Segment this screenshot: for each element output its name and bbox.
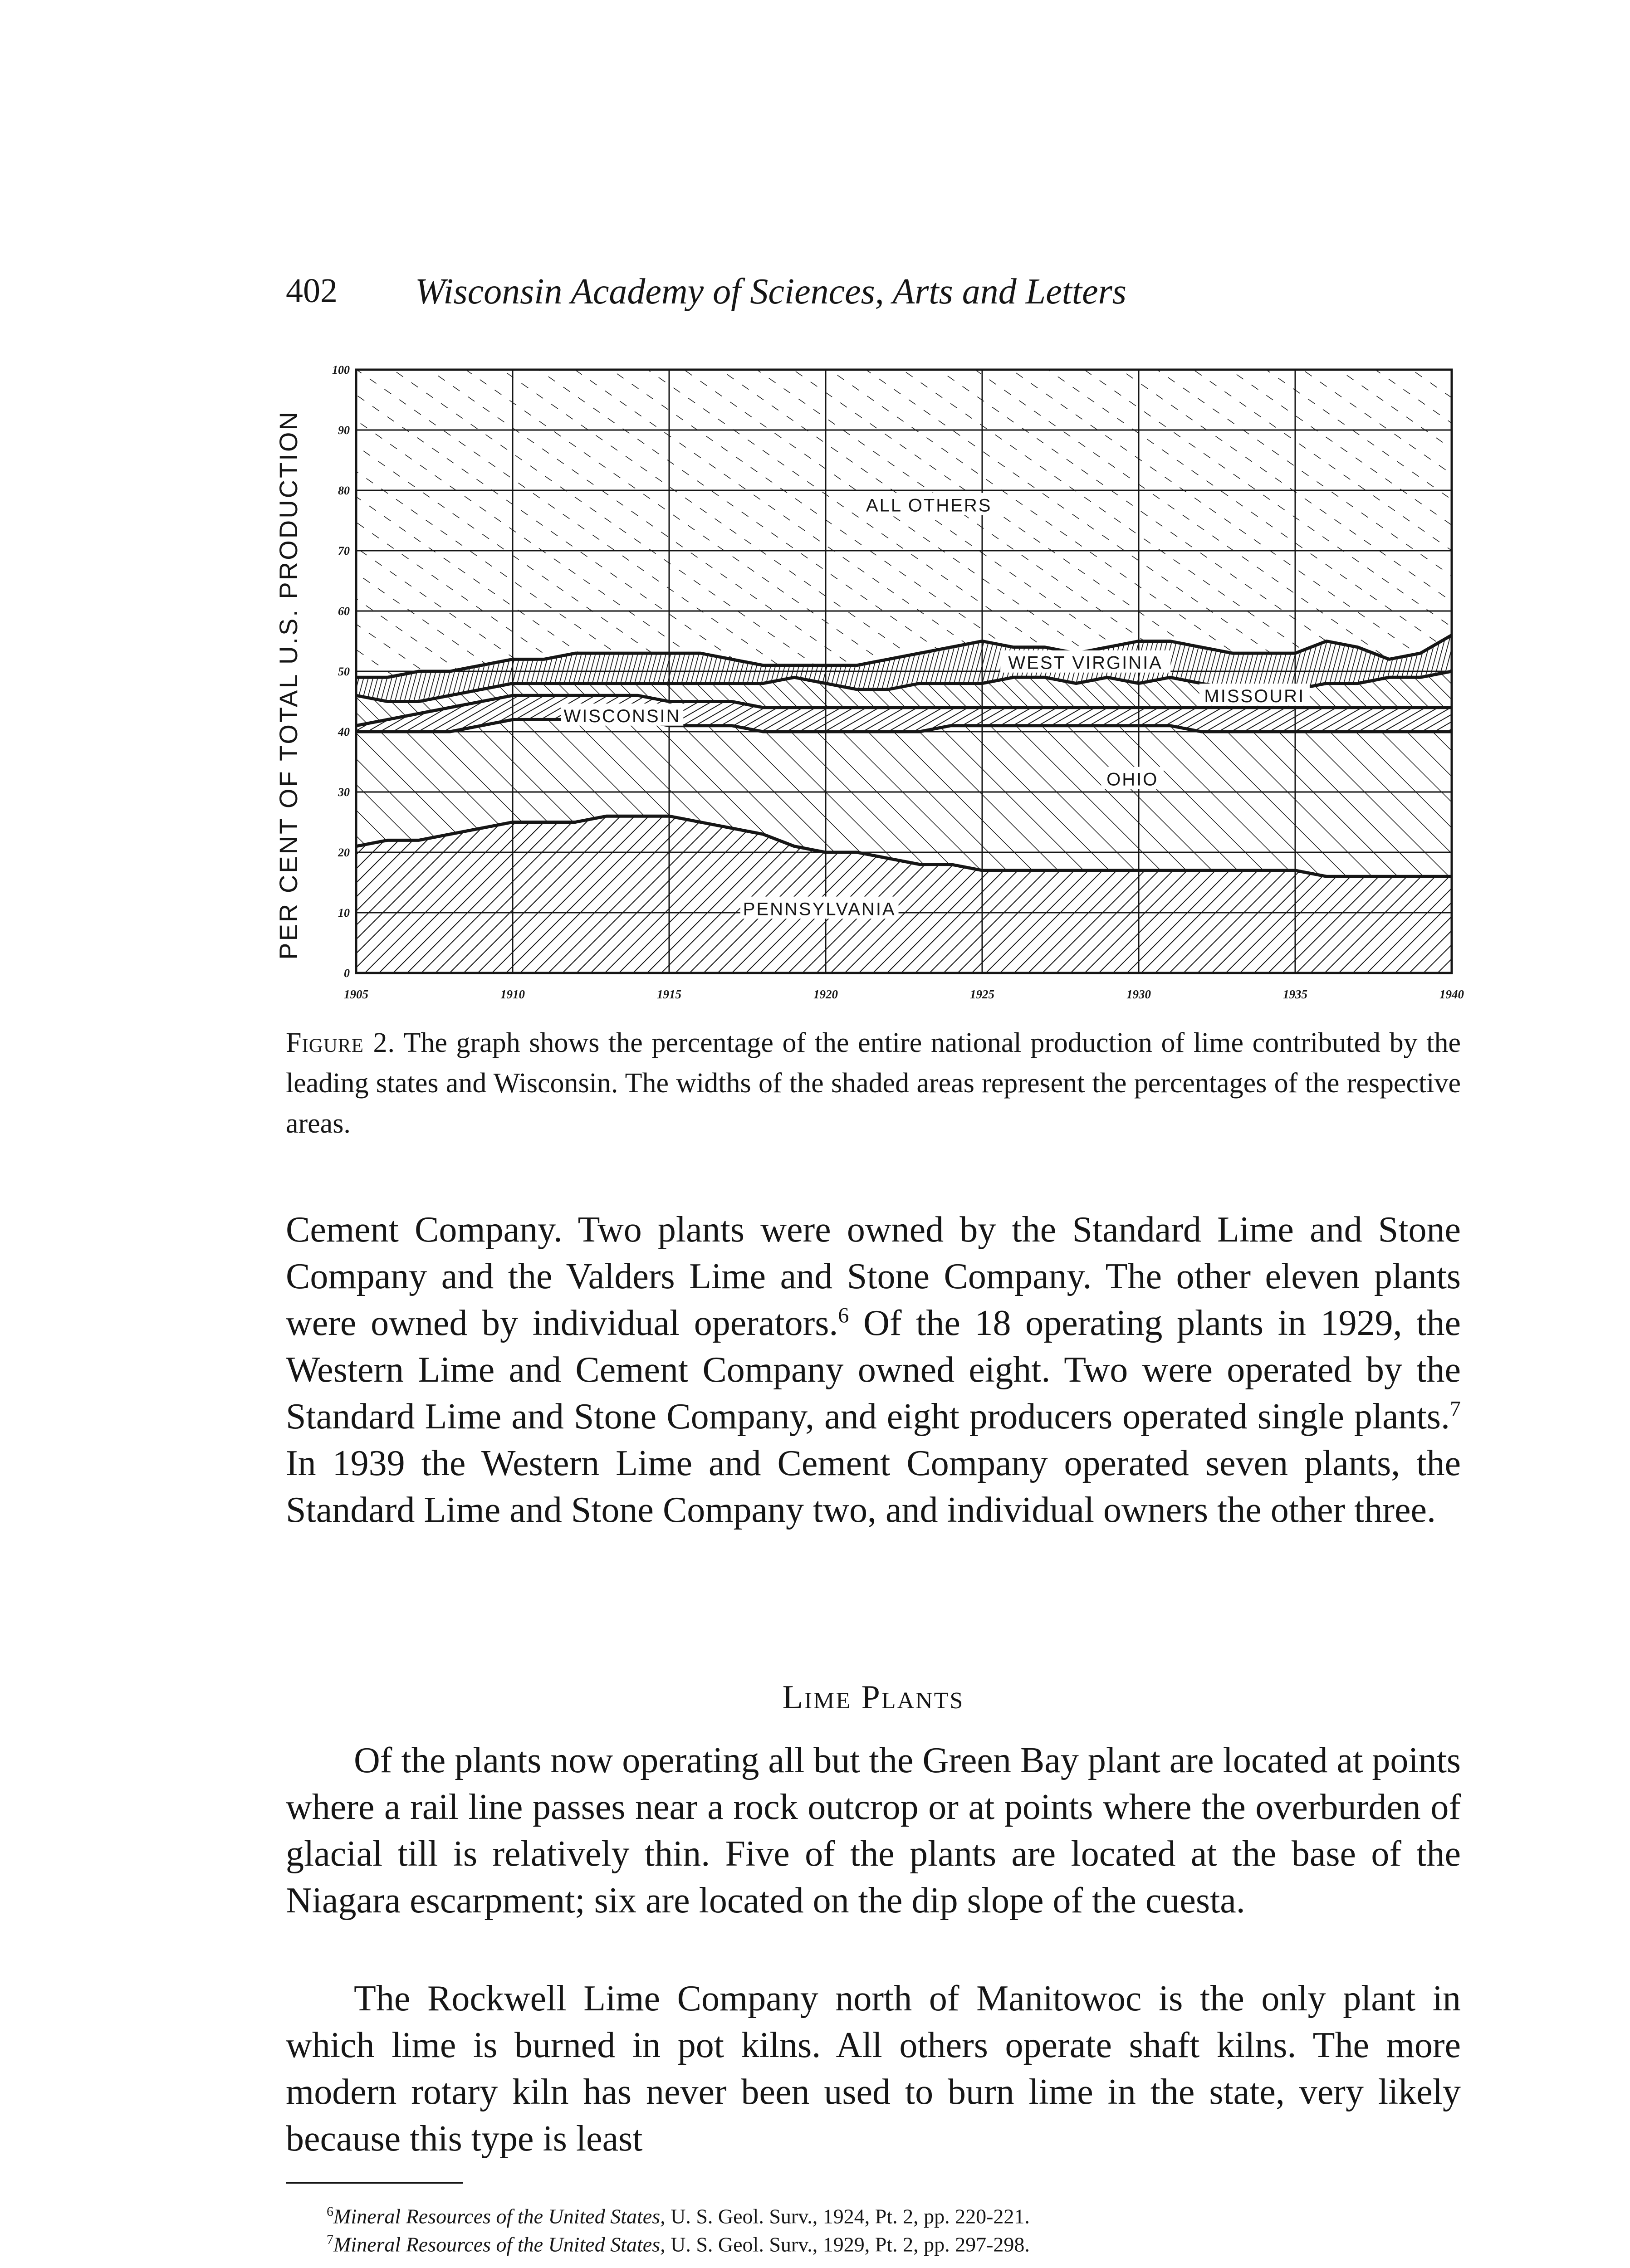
paragraph-text: In 1939 the Western Lime and Cement Company operated seven plants, the Standard Lime and Stone Company two, and individual owners the other three. <box>286 1443 1461 1530</box>
y-tick-label: 50 <box>338 665 350 678</box>
footnote-mark: 7 <box>327 2232 333 2247</box>
series-label-wisconsin: WISCONSIN <box>563 706 681 726</box>
footnote-citation: U. S. Geol. Surv., 1929, Pt. 2, pp. 297-298. <box>665 2233 1030 2256</box>
y-tick-label: 100 <box>332 363 350 376</box>
journal-title: Wisconsin Academy of Sciences, Arts and Letters <box>415 272 1126 312</box>
series-label-missouri: MISSOURI <box>1204 686 1305 706</box>
figure-label: Figure 2. <box>286 1027 395 1058</box>
footnote-rule <box>286 2182 463 2184</box>
footnote-ref-7: 7 <box>1450 1397 1461 1421</box>
series-label-ohio: OHIO <box>1106 769 1159 790</box>
section-heading: Lime Plants <box>782 1679 964 1716</box>
chart-svg <box>254 349 1479 1007</box>
running-head <box>286 271 1343 312</box>
x-tick-label: 1935 <box>1283 987 1307 1001</box>
x-tick-label: 1930 <box>1126 987 1151 1001</box>
page-number: 402 <box>286 272 338 310</box>
y-axis-label: PER CENT OF TOTAL U.S. PRODUCTION <box>274 410 303 960</box>
y-tick-label: 30 <box>338 786 350 799</box>
series-label-all-others: ALL OTHERS <box>866 495 992 516</box>
body-paragraph-2: Of the plants now operating all but the Green Bay plant are located at points where a rail line passes near a rock outcrop or at points where the overburden of glacial till is relatively thin. Five of the plants are located at the base of the Niagara escarpment; six are located on the dip slope of the cuesta. <box>286 1740 1461 1921</box>
x-tick-label: 1920 <box>813 987 838 1001</box>
y-tick-label: 90 <box>338 424 350 437</box>
footnote-citation: U. S. Geol. Surv., 1924, Pt. 2, pp. 220-221. <box>665 2204 1030 2228</box>
series-label-west-virginia: WEST VIRGINIA <box>1008 653 1163 673</box>
paragraph-text: Cement Company. Two plants were owned by the Standard Lime and Stone Company and the Valders Lime and Stone Company. The other eleven plants were owned by individual operators. <box>286 1210 1461 1343</box>
figure-caption <box>286 1023 1461 1144</box>
paragraph-text: Of the 18 operating plants in 1929, the Western Lime and Cement Company owned eight. Two were operated by the Standard Lime and Stone Company, and eight producers operated single plants. <box>286 1303 1461 1437</box>
area-all-others <box>356 370 1452 677</box>
footnote-mark: 6 <box>327 2204 333 2219</box>
y-tick-label: 80 <box>338 484 350 497</box>
y-tick-label: 40 <box>338 725 350 738</box>
y-tick-label: 70 <box>338 544 350 557</box>
figure-2-chart <box>254 349 1479 1007</box>
body-paragraph-3: The Rockwell Lime Company north of Manitowoc is the only plant in which lime is burned in pot kilns. All others operate shaft kilns. The more modern rotary kiln has never been used to burn lime in the state, very likely because this type is least <box>286 1979 1461 2159</box>
y-tick-label: 0 <box>344 967 350 980</box>
x-tick-label: 1915 <box>657 987 681 1001</box>
footnote-6 <box>327 2199 1461 2229</box>
x-tick-label: 1910 <box>500 987 525 1001</box>
footnote-ref-6: 6 <box>838 1303 849 1328</box>
y-tick-label: 60 <box>338 605 350 618</box>
figure-caption-text: The graph shows the percentage of the entire national production of lime contributed by the leading states and Wisconsin. The widths of the shaded areas represent the percentages of the respective areas. <box>286 1027 1461 1139</box>
y-tick-label: 10 <box>338 906 350 919</box>
footnote-source-title: Mineral Resources of the United States, <box>333 2233 666 2256</box>
y-tick-label: 20 <box>338 846 350 859</box>
x-tick-label: 1905 <box>344 987 368 1001</box>
footnote-7 <box>327 2227 1461 2257</box>
series-label-pennsylvania: PENNSYLVANIA <box>743 899 896 919</box>
x-tick-label: 1940 <box>1439 987 1464 1001</box>
footnote-source-title: Mineral Resources of the United States, <box>333 2204 666 2228</box>
x-tick-label: 1925 <box>970 987 994 1001</box>
body-paragraph-1 <box>286 1207 1461 1534</box>
